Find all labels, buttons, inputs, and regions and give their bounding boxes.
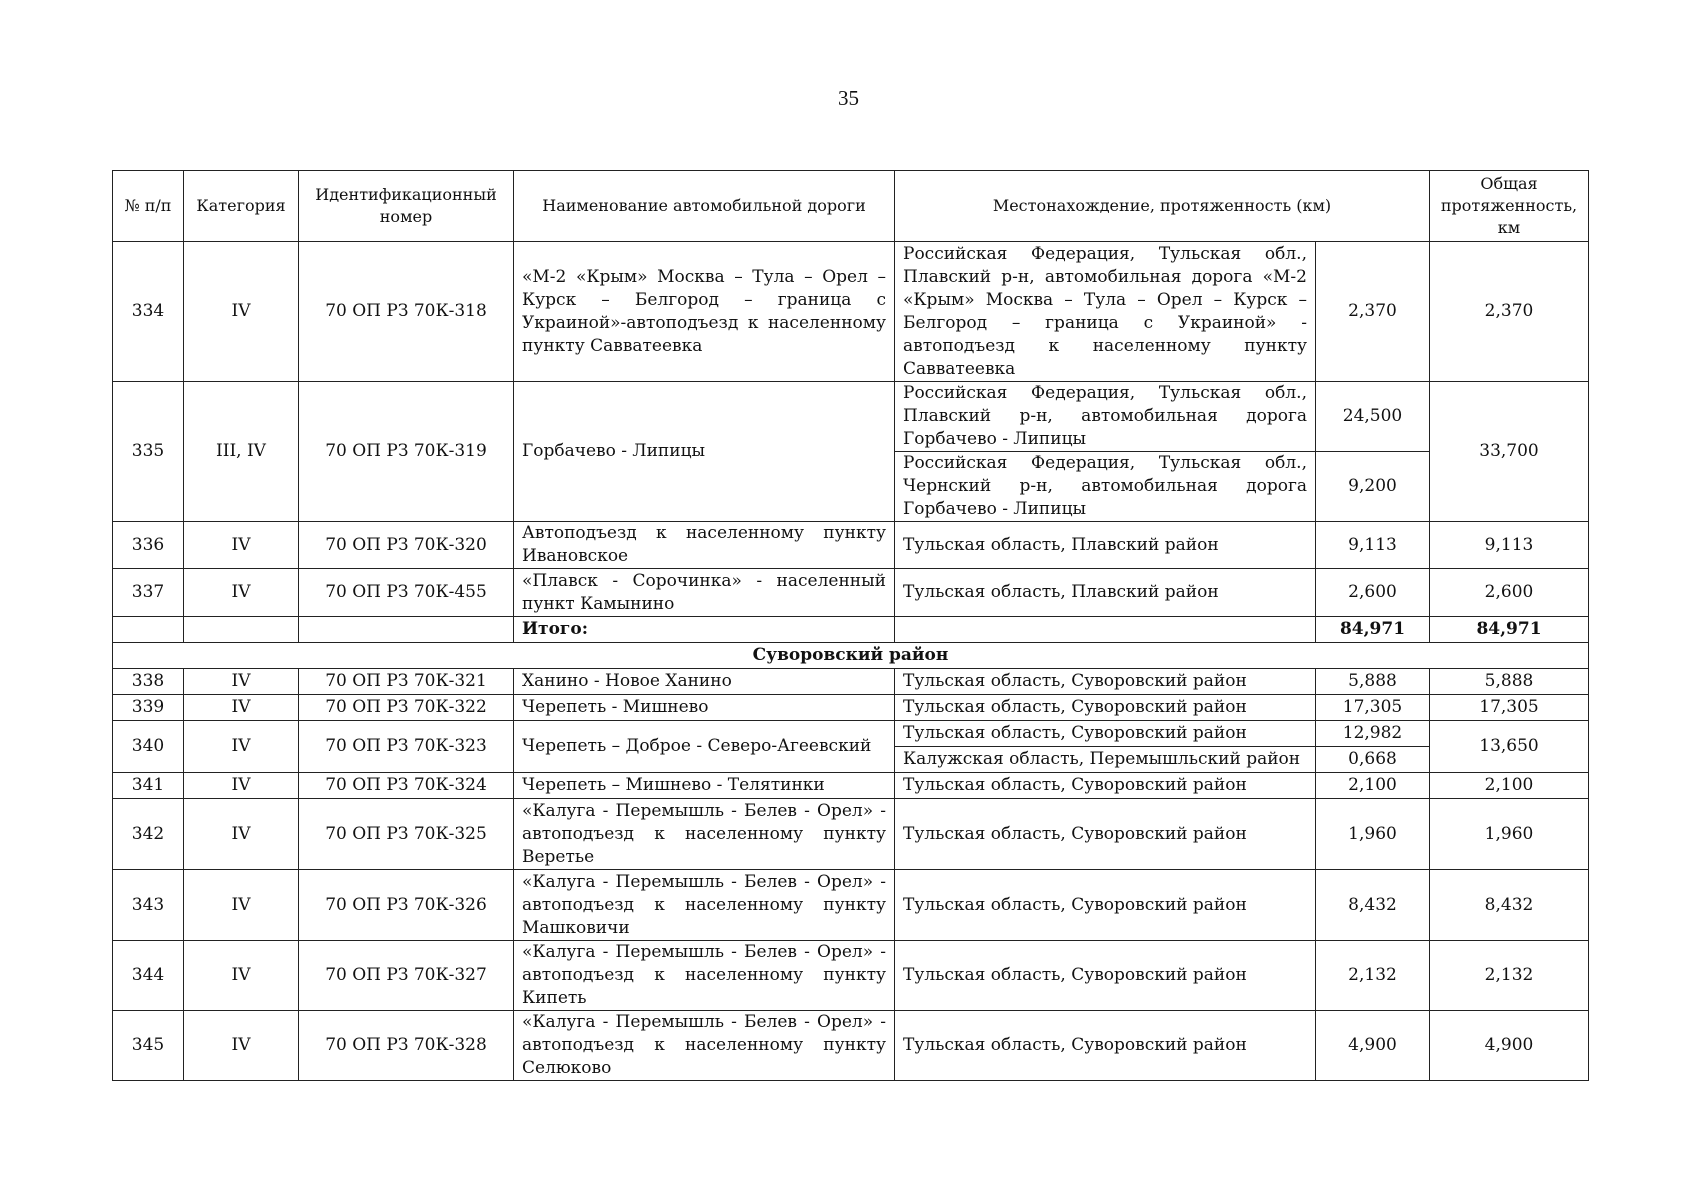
row-location-length: 9,200 — [1316, 452, 1430, 522]
row-total: 9,113 — [1430, 522, 1589, 569]
header-num: № п/п — [113, 171, 184, 242]
row-location: Тульская область, Суворовский район — [895, 721, 1316, 747]
row-total: 1,960 — [1430, 799, 1589, 870]
row-road-name: Ханино - Новое Ханино — [514, 669, 895, 695]
subtotal-length: 84,971 — [1316, 617, 1430, 643]
row-total: 2,132 — [1430, 941, 1589, 1011]
row-location: Российская Федерация, Тульская обл., Плавский р-н, автомобильная дорога «М-2 «Крым» Москва – Тула – Орел – Курск – Белгород – граница с Украиной» - автоподъезд к населенному пункту Савватеевка — [895, 242, 1316, 382]
row-total: 13,650 — [1430, 721, 1589, 773]
row-location: Тульская область, Суворовский район — [895, 695, 1316, 721]
row-location: Российская Федерация, Тульская обл., Чернский р-н, автомобильная дорога Горбачево - Липицы — [895, 452, 1316, 522]
row-category: IV — [184, 870, 299, 941]
header-total: Общая протяженность, км — [1430, 171, 1589, 242]
row-location: Тульская область, Суворовский район — [895, 941, 1316, 1011]
row-road-name: Черепеть – Мишнево - Телятинки — [514, 773, 895, 799]
row-road-name: «Калуга - Перемышль - Белев - Орел» - автоподъезд к населенному пункту Машковичи — [514, 870, 895, 941]
empty-cell — [113, 617, 184, 643]
row-location-length: 12,982 — [1316, 721, 1430, 747]
row-num: 345 — [113, 1011, 184, 1081]
row-total: 17,305 — [1430, 695, 1589, 721]
empty-cell — [895, 617, 1316, 643]
row-location-length: 2,100 — [1316, 773, 1430, 799]
row-num: 334 — [113, 242, 184, 382]
empty-cell — [299, 617, 514, 643]
table-row — [113, 669, 1589, 695]
table-row — [113, 695, 1589, 721]
row-id: 70 ОП РЗ 70К-327 — [299, 941, 514, 1011]
row-location-length: 4,900 — [1316, 1011, 1430, 1081]
row-num: 335 — [113, 382, 184, 522]
table-header-row — [113, 171, 1589, 242]
row-road-name: «М-2 «Крым» Москва – Тула – Орел – Курск – Белгород – граница с Украиной»-автоподъезд к населенному пункту Савватеевка — [514, 242, 895, 382]
row-category: IV — [184, 522, 299, 569]
table-row — [113, 721, 1589, 747]
row-location: Калужская область, Перемышльский район — [895, 747, 1316, 773]
header-id: Идентификационный номер — [299, 171, 514, 242]
row-id: 70 ОП РЗ 70К-455 — [299, 569, 514, 617]
row-id: 70 ОП РЗ 70К-326 — [299, 870, 514, 941]
row-total: 4,900 — [1430, 1011, 1589, 1081]
row-id: 70 ОП РЗ 70К-318 — [299, 242, 514, 382]
row-category: IV — [184, 773, 299, 799]
row-num: 343 — [113, 870, 184, 941]
row-id: 70 ОП РЗ 70К-328 — [299, 1011, 514, 1081]
row-location-length: 9,113 — [1316, 522, 1430, 569]
table-row — [113, 799, 1589, 870]
row-road-name: Горбачево - Липицы — [514, 382, 895, 522]
row-category: IV — [184, 695, 299, 721]
row-category: IV — [184, 721, 299, 773]
row-id: 70 ОП РЗ 70К-324 — [299, 773, 514, 799]
roads-table — [112, 170, 1589, 1081]
header-location: Местонахождение, протяженность (км) — [895, 171, 1430, 242]
row-location: Тульская область, Суворовский район — [895, 669, 1316, 695]
row-id: 70 ОП РЗ 70К-319 — [299, 382, 514, 522]
row-location-length: 2,132 — [1316, 941, 1430, 1011]
table-row — [113, 382, 1589, 452]
row-location: Тульская область, Суворовский район — [895, 799, 1316, 870]
table-row — [113, 242, 1589, 382]
row-location-length: 24,500 — [1316, 382, 1430, 452]
row-location-length: 2,600 — [1316, 569, 1430, 617]
subtotal-total: 84,971 — [1430, 617, 1589, 643]
empty-cell — [184, 617, 299, 643]
table-row — [113, 569, 1589, 617]
row-total: 5,888 — [1430, 669, 1589, 695]
row-total: 2,370 — [1430, 242, 1589, 382]
row-category: IV — [184, 569, 299, 617]
row-num: 342 — [113, 799, 184, 870]
row-category: IV — [184, 941, 299, 1011]
header-name: Наименование автомобильной дороги — [514, 171, 895, 242]
row-category: IV — [184, 669, 299, 695]
table-row — [113, 941, 1589, 1011]
row-location: Тульская область, Суворовский район — [895, 773, 1316, 799]
row-road-name: «Калуга - Перемышль - Белев - Орел» - автоподъезд к населенному пункту Кипеть — [514, 941, 895, 1011]
table-row — [113, 870, 1589, 941]
row-id: 70 ОП РЗ 70К-325 — [299, 799, 514, 870]
row-road-name: «Плавск - Сорочинка» - населенный пункт Камынино — [514, 569, 895, 617]
row-num: 337 — [113, 569, 184, 617]
row-total: 33,700 — [1430, 382, 1589, 522]
row-num: 336 — [113, 522, 184, 569]
row-num: 341 — [113, 773, 184, 799]
row-location-length: 8,432 — [1316, 870, 1430, 941]
row-road-name: Черепеть – Доброе - Северо-Агеевский — [514, 721, 895, 773]
row-location-length: 1,960 — [1316, 799, 1430, 870]
row-location: Тульская область, Суворовский район — [895, 870, 1316, 941]
subtotal-row — [113, 617, 1589, 643]
table-row — [113, 522, 1589, 569]
section-title: Суворовский район — [113, 643, 1589, 669]
row-location-length: 2,370 — [1316, 242, 1430, 382]
row-id: 70 ОП РЗ 70К-322 — [299, 695, 514, 721]
row-id: 70 ОП РЗ 70К-323 — [299, 721, 514, 773]
row-category: IV — [184, 799, 299, 870]
row-category: III, IV — [184, 382, 299, 522]
row-num: 340 — [113, 721, 184, 773]
row-location: Тульская область, Плавский район — [895, 522, 1316, 569]
table-row — [113, 1011, 1589, 1081]
row-id: 70 ОП РЗ 70К-320 — [299, 522, 514, 569]
row-total: 8,432 — [1430, 870, 1589, 941]
header-category: Категория — [184, 171, 299, 242]
row-location-length: 5,888 — [1316, 669, 1430, 695]
row-road-name: Черепеть - Мишнево — [514, 695, 895, 721]
row-num: 339 — [113, 695, 184, 721]
row-location: Тульская область, Плавский район — [895, 569, 1316, 617]
row-location-length: 0,668 — [1316, 747, 1430, 773]
row-location: Тульская область, Суворовский район — [895, 1011, 1316, 1081]
table-row — [113, 773, 1589, 799]
page-number: 35 — [838, 86, 859, 110]
row-category: IV — [184, 242, 299, 382]
section-row — [113, 643, 1589, 669]
row-location-length: 17,305 — [1316, 695, 1430, 721]
row-id: 70 ОП РЗ 70К-321 — [299, 669, 514, 695]
row-total: 2,100 — [1430, 773, 1589, 799]
row-location: Российская Федерация, Тульская обл., Плавский р-н, автомобильная дорога Горбачево - Липицы — [895, 382, 1316, 452]
row-road-name: «Калуга - Перемышль - Белев - Орел» - автоподъезд к населенному пункту Веретье — [514, 799, 895, 870]
row-category: IV — [184, 1011, 299, 1081]
row-road-name: Автоподъезд к населенному пункту Ивановское — [514, 522, 895, 569]
row-num: 338 — [113, 669, 184, 695]
row-total: 2,600 — [1430, 569, 1589, 617]
row-num: 344 — [113, 941, 184, 1011]
subtotal-label: Итого: — [514, 617, 895, 643]
row-road-name: «Калуга - Перемышль - Белев - Орел» - автоподъезд к населенному пункту Селюково — [514, 1011, 895, 1081]
